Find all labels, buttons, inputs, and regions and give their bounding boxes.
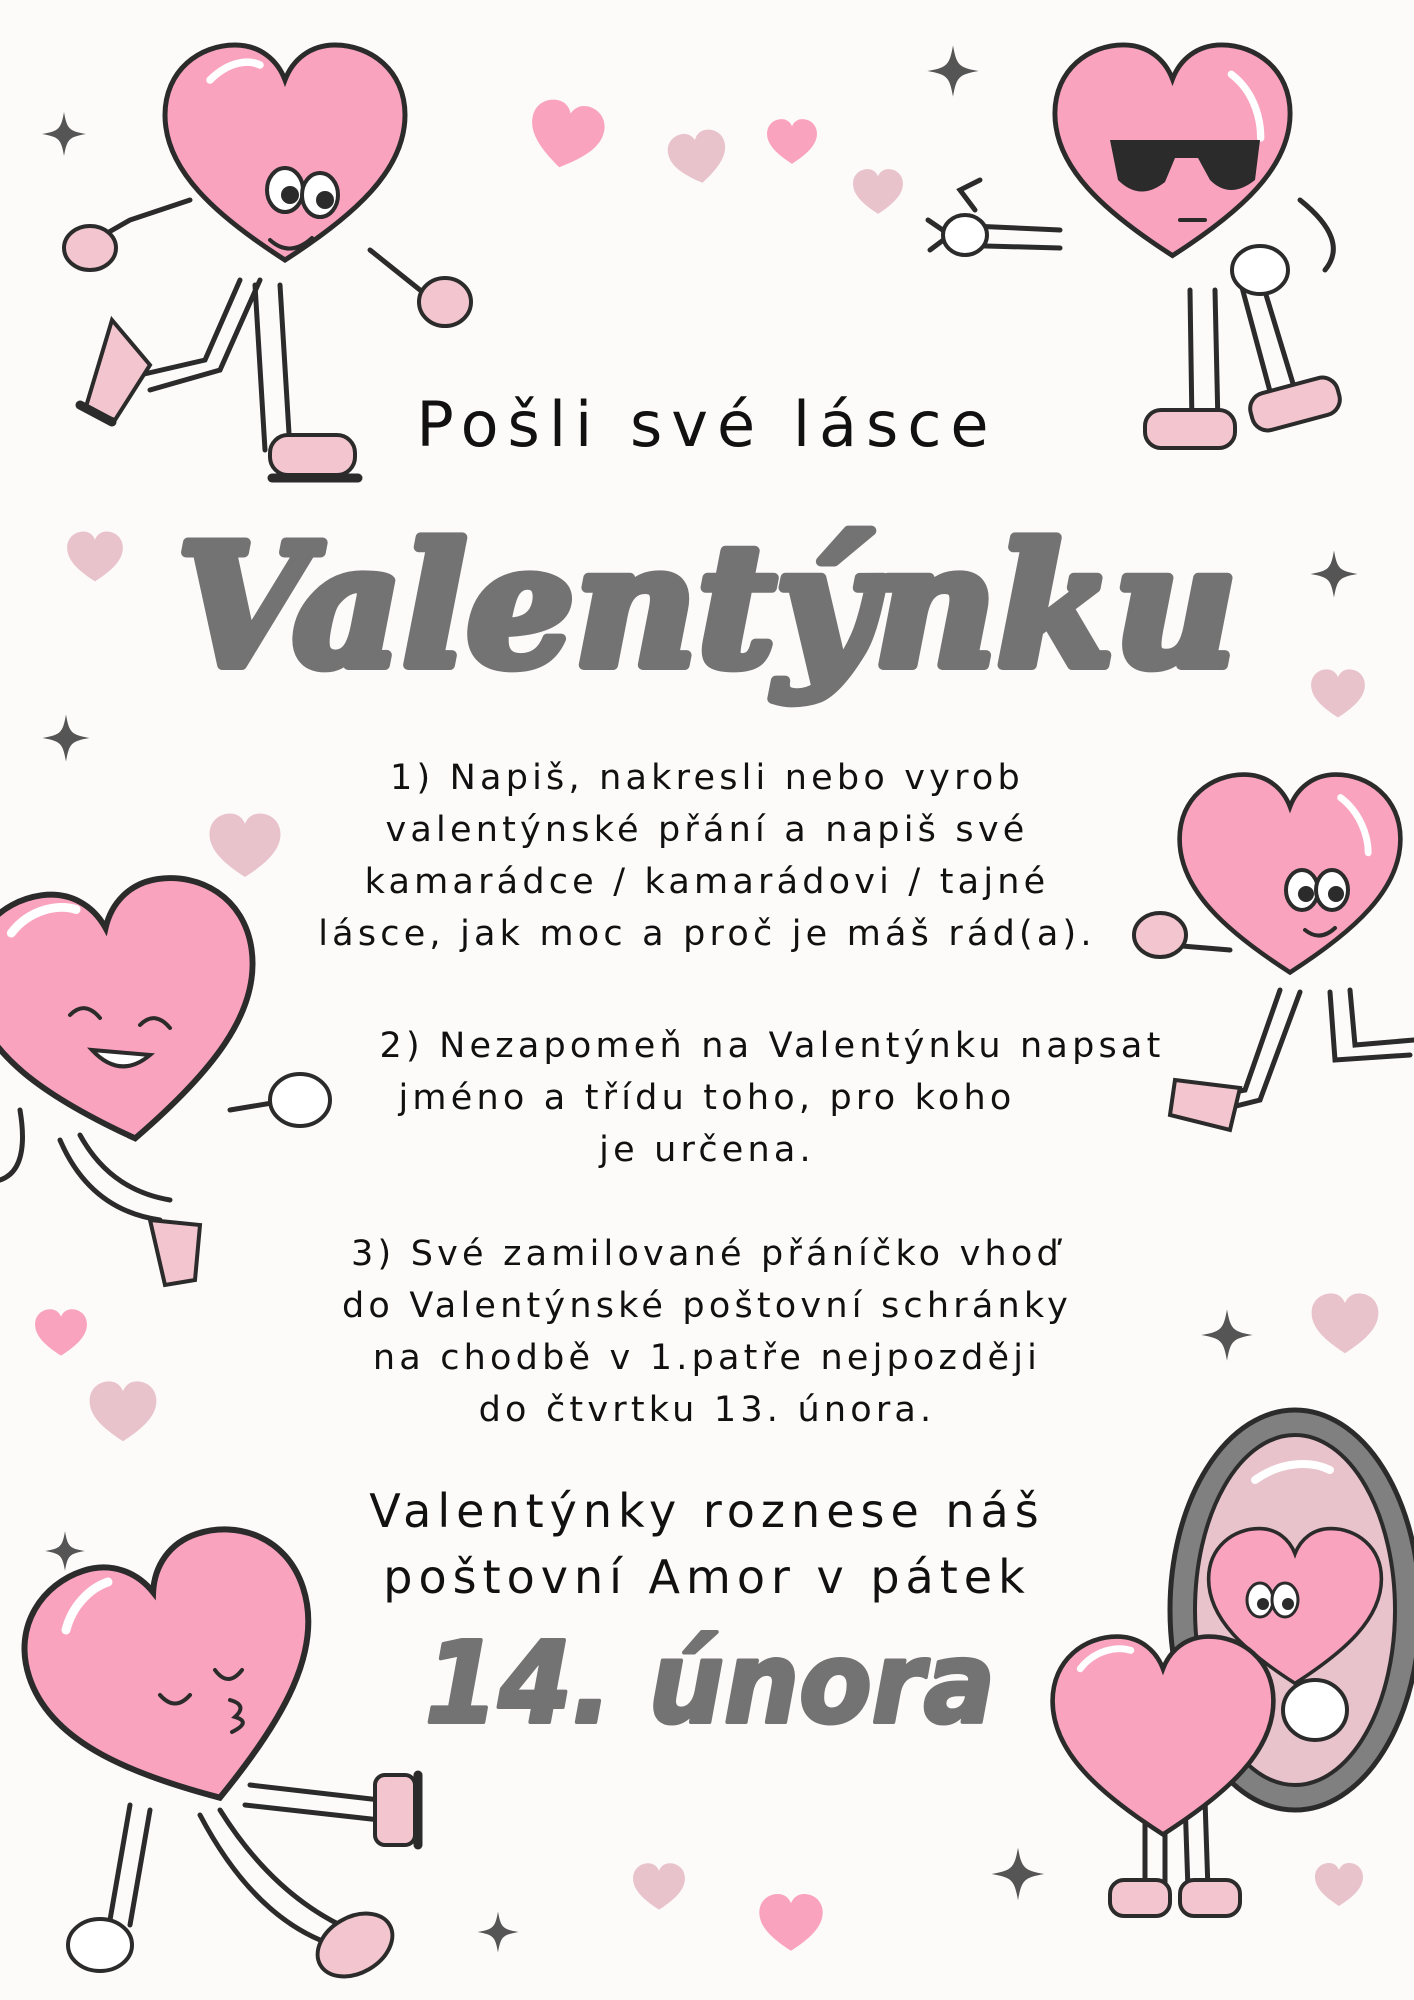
- title-text: Valentýnku: [177, 507, 1237, 705]
- step-line: 2) Nezapomeň na Valentýnku napsat: [379, 1026, 1165, 1066]
- delivery-line: Valentýnky roznese náš: [369, 1484, 1045, 1538]
- step-line: 3) Své zamilované přáníčko vhoď: [351, 1234, 1063, 1274]
- title: [0, 470, 1414, 750]
- step-line: 1) Napiš, nakresli nebo vyrob: [390, 758, 1024, 798]
- subtitle: Pošli své lásce: [416, 388, 998, 461]
- step-line: je určena.: [599, 1130, 815, 1170]
- sparkle-icon: [982, 1838, 1054, 1910]
- instruction-step-2: [0, 1020, 1414, 1176]
- instruction-step-3: [0, 1228, 1414, 1436]
- delivery-note: [0, 1478, 1414, 1610]
- delivery-date-text: 14. února: [425, 1619, 995, 1749]
- delivery-date: [0, 1610, 1414, 1760]
- small-heart-icon: [528, 100, 604, 172]
- small-heart-icon: [1314, 1862, 1364, 1908]
- small-heart-icon: [766, 118, 818, 166]
- small-heart-icon: [758, 1892, 824, 1954]
- step-line: do Valentýnské poštovní schránky: [342, 1286, 1072, 1326]
- small-heart-icon: [668, 130, 728, 186]
- step-line: jméno a třídu toho, pro koho: [398, 1078, 1016, 1118]
- step-line: valentýnské přání a napiš své: [385, 810, 1029, 850]
- step-line: na chodbě v 1.patře nejpozději: [372, 1338, 1042, 1378]
- sparkle-icon: [470, 1904, 526, 1960]
- delivery-line: poštovní Amor v pátek: [383, 1550, 1031, 1604]
- step-line: lásce, jak moc a proč je máš rád(a).: [318, 914, 1096, 954]
- sparkle-icon: [918, 36, 988, 106]
- small-heart-icon: [632, 1862, 686, 1912]
- small-heart-icon: [852, 168, 904, 216]
- instruction-step-1: [0, 752, 1414, 960]
- step-line: kamarádce / kamarádovi / tajné: [364, 862, 1050, 902]
- sparkle-icon: [34, 104, 94, 164]
- step-line: do čtvrtku 13. února.: [478, 1390, 936, 1430]
